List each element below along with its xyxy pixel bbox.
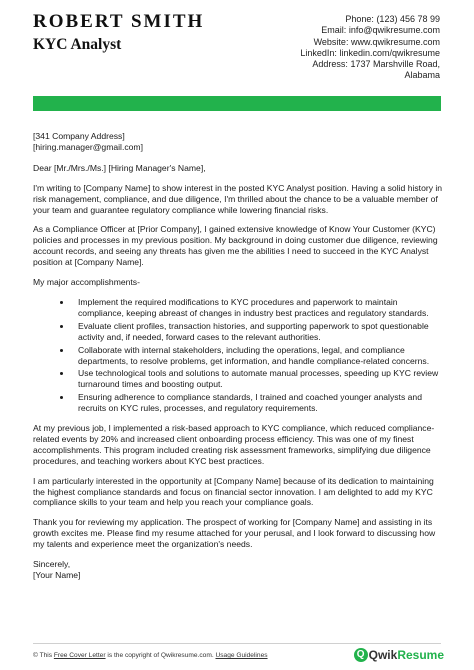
footer-divider [33,643,441,644]
linkedin-value[interactable]: linkedin.com/qwikresume [339,47,440,58]
job-title: KYC Analyst [33,36,122,53]
recipient-address: [341 Company Address] [33,131,125,141]
accomplishments-intro: My major accomplishments- [33,277,140,288]
contact-website [220,37,440,48]
email-label: Email: [321,25,347,36]
recipient-email: [hiring.manager@gmail.com] [33,141,143,152]
qwikresume-logo[interactable] [354,646,444,664]
salutation: Dear [Mr./Mrs./Ms.] [Hiring Manager's Name], [33,162,206,173]
paragraph-background: As a Compliance Officer at [Prior Company], I gained extensive knowledge of Know Your Customer (KYC) policies and processes in my previous position. My background in doing customer due diligence, reviewing account records, and seeing any threats has given me the abilities I need to succeed in the KYC Analyst position at [Company Name]. [33,224,438,268]
logo-word-qwik: Qwik [368,648,398,662]
address-line1: 1737 Marshville Road, [350,59,440,70]
footer-prefix: © This [33,652,54,659]
list-item: • Use technological tools and solutions to automate manual processes, speeding up KYC review turnaround times and boosting output. [72,368,444,390]
paragraph-closing: Thank you for reviewing my application. The prospect of working for [Company Name] and assisting in its growth excites me. Please find my resume attached for your perusal, and I look forward to discussing how my talents and experience meet the organization's needs. [33,517,436,550]
closing: Sincerely, [33,559,71,570]
free-cover-letter-link[interactable]: Free Cover Letter [53,652,106,659]
logo-word-resume: Resume [397,648,444,662]
signature: [Your Name] [33,570,81,580]
contact-phone [220,14,440,25]
logo-wordmark [369,648,444,662]
phone-value: (123) 456 78 99 [376,14,440,24]
email-value[interactable]: info@qwikresume.com [348,25,440,36]
paragraph-interest: I am particularly interested in the opportunity at [Company Name] because of its dedication to maintaining the highest compliance standards and focus on financial sector innovation. I am delighted to add my KYC compliance skills to your team and help you reach your compliance goals. [33,475,434,508]
usage-guidelines-link[interactable]: Usage Guidelines [215,652,268,659]
website-label: Website: [313,36,349,47]
logo-q-icon: Q [354,648,368,662]
address-label: Address: [312,59,348,70]
linkedin-label: LinkedIn: [300,47,337,58]
accomplishments-list [33,297,444,414]
phone-label: Phone: [345,14,374,24]
applicant-name: ROBERT SMITH [33,11,205,32]
contact-email [220,25,440,36]
website-value[interactable]: www.qwikresume.com [350,36,440,47]
contact-address-line2: Alabama [404,70,440,81]
list-item: • Implement the required modifications to KYC procedures and paperwork to maintain compliance, keeping abreast of changes in industry best practices and regulatory standards. [72,297,444,319]
contact-address [220,59,440,70]
signoff-block [33,559,444,581]
paragraph-intro: I'm writing to [Company Name] to show interest in the posted KYC Analyst position. Having a solid history in risk management, compliance, and due diligence, I'm thrilled about the chance to be a valuable member of your team and guarantee regulatory compliance while lowering financial risks. [33,182,443,215]
list-item: • Evaluate client profiles, transaction histories, and supporting paperwork to spot questionable activity and, if needed, forward cases to the relevant authorities. [72,321,444,343]
recipient-block [33,131,444,153]
accent-bar [33,96,441,111]
footer-middle: is the copyright of Qwikresume.com. [105,652,216,659]
contact-block [220,14,440,82]
list-item: • Ensuring adherence to compliance standards, I trained and coached younger analysts and recruits on KYC rules, processes, and regulatory requirements. [72,392,444,414]
contact-linkedin [220,48,440,59]
paragraph-achievement: At my previous job, I implemented a risk-based approach to KYC compliance, which reduced compliance-related events by 20% and increased client onboarding process efficiency. This was one of my finest accomplishments. This program included creating risk assessment frameworks, simplifying due diligence procedures, and teaching workers about KYC best practices. [33,423,435,466]
footer-copyright [33,652,268,659]
letter-body [33,131,444,590]
list-item: • Collaborate with internal stakeholders, including the operations, legal, and compliance departments, to resolve problems, get information, and handle compliance-related concerns. [72,345,444,367]
